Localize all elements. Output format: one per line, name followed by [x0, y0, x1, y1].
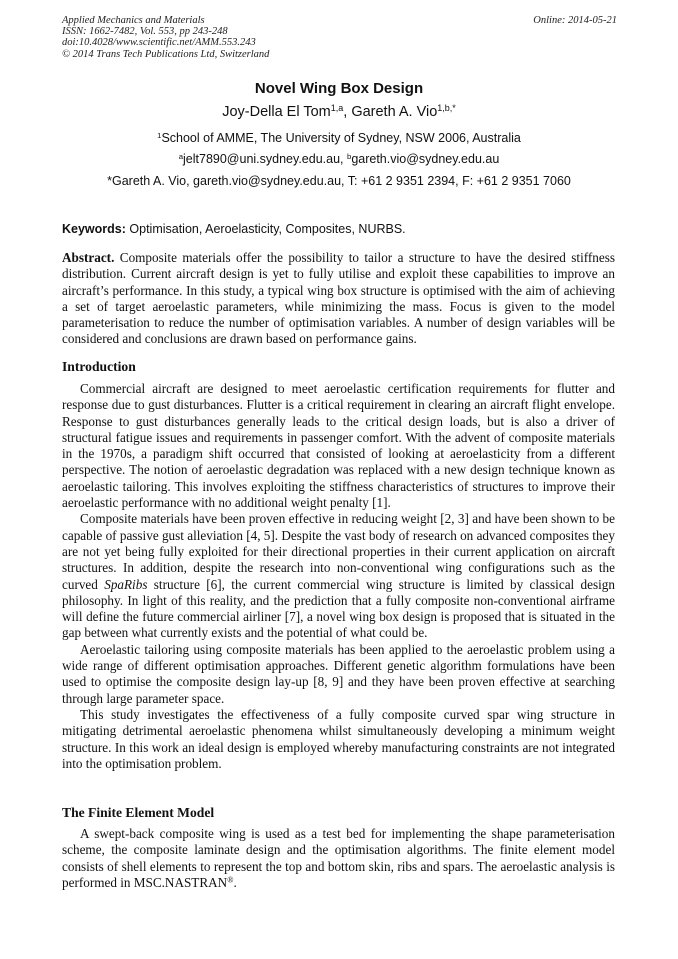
introduction-heading: Introduction — [62, 359, 136, 374]
journal-header — [62, 15, 617, 60]
author-2-sup: 1,b,* — [437, 103, 456, 114]
author-1-sup: 1,a — [330, 103, 344, 114]
author-line — [0, 104, 678, 120]
intro-p2-end: structure [6], the current commercial wing structure is limited by classical design philosophy. In light of this reality, and the prediction that a fully composite non-conventional airframe will define the future commercial airliner [7], a novel wing box design is proposed that is situated in the gap between what currently exists and the potential of what could be. — [62, 576, 615, 641]
fem-heading: The Finite Element Model — [62, 805, 215, 820]
author-1: Joy-Della El Tom — [222, 104, 331, 120]
intro-paragraph-4: This study investigates the effectiveness of a fully composite curved spar wing structure in mitigating detrimental aeroelastic phenomena whilst simultaneously developing a minimum weight structure. In this work an ideal design is employed whereby manufacturing constraints are not integrated into the optimisation problem. — [62, 706, 615, 771]
keywords-text: Optimisation, Aeroelasticity, Composites, NURBS. — [129, 222, 406, 236]
email-line — [0, 152, 678, 166]
author-2: Gareth A. Vio — [351, 104, 438, 120]
fem-body — [62, 826, 615, 891]
intro-paragraph-2 — [62, 511, 615, 641]
affiliation-text: School of AMME, The University of Sydney, NSW 2006, Australia — [161, 131, 521, 145]
keywords — [62, 222, 406, 236]
email-a-sup: a — [178, 151, 184, 161]
abstract-text: Composite materials offer the possibility to tailor a structure to have the desired stiffness distribution. Current aircraft design is yet to fully utilise and exploit these capabilities to improve an aircraft’s performance. In this study, a typical wing box structure is optimised with the aim of achieving a set of target aeroelastic parameters, while minimizing the mass. Focus is given to the model parameterisation to reduce the number of optimisation variables. A number of design variables will be considered and conclusions are drawn based on performance gains. — [62, 250, 616, 347]
email-a: jelt7890@uni.sydney.edu.au, — [183, 152, 344, 166]
paper-title: Novel Wing Box Design — [254, 80, 424, 97]
intro-p2-italic: SpaRibs — [104, 576, 148, 592]
abstract-label: Abstract. — [62, 250, 115, 265]
intro-paragraph-1: Commercial aircraft are designed to meet aeroelastic certification requirements for flutter and response due to gust disturbances. Flutter is a critical requirement in clearing an aircraft flight envelope. Response to gust disturbances generally leads to the critical design loads, but is also a driver of structural fatigue issues and requirements in passenger comfort. With the advent of composite materials in the 1970s, a paradigm shift occurred that consisted of looking at aeroelasticity from a different perspective. The notion of aeroelastic degradation was replaced with a new design technique known as aeroelastic tailoring. This involves exploiting the stiffness characteristics of structures to improve their aeroelastic performance with no additional weight penalty [1]. — [62, 381, 615, 511]
keywords-label: Keywords: — [62, 222, 126, 236]
fem-p1-end: . — [233, 874, 237, 890]
journal-name: Applied Mechanics and Materials — [62, 15, 205, 26]
affiliation-sup: 1 — [157, 130, 162, 140]
doi-line: doi:10.4028/www.scientific.net/AMM.553.243 — [62, 37, 256, 49]
copyright-line: © 2014 Trans Tech Publications Ltd, Switzerland — [62, 48, 270, 60]
author-separator: , — [343, 104, 352, 120]
fem-p1-sup: ® — [227, 875, 234, 885]
corresponding-author: *Gareth A. Vio, gareth.vio@sydney.edu.au, T: +61 2 9351 2394, F: +61 2 9351 7060 — [107, 174, 571, 188]
affiliation-line — [0, 131, 678, 145]
fem-paragraph-1 — [62, 826, 615, 891]
abstract — [62, 250, 615, 348]
email-b: gareth.vio@sydney.edu.au — [351, 152, 500, 166]
email-b-sup: b — [347, 151, 352, 161]
intro-paragraph-3: Aeroelastic tailoring using composite materials has been applied to the aeroelastic problem using a wide range of different optimisation approaches. Different genetic algorithm formulations have been used to optimise the composite design lay-up [8, 9] and they have been proven effective at searching through large parameter space. — [62, 641, 615, 706]
fem-p1-text: A swept-back composite wing is used as a test bed for implementing the shape parameterisation scheme, the composite laminate design and the optimisation algorithms. The finite element model consists of shell elements to represent the top and bottom skin, ribs and spars. The aeroelastic analysis is performed in MSC.NASTRAN — [62, 826, 615, 890]
intro-p2-start: Composite materials have been proven effective in reducing weight [2, 3] and have been shown to be capable of passive gust alleviation [4, 5]. Despite the vast body of research on advanced composites they are not yet being fully exploited for their directional properties in their current application on aircraft structures. In addition, despite the research into non-conventional wing configurations such as the curved — [62, 511, 615, 592]
issn-line: ISSN: 1662-7482, Vol. 553, pp 243-248 — [62, 26, 228, 38]
online-date: Online: 2014-05-21 — [533, 15, 617, 26]
introduction-body — [62, 381, 615, 772]
